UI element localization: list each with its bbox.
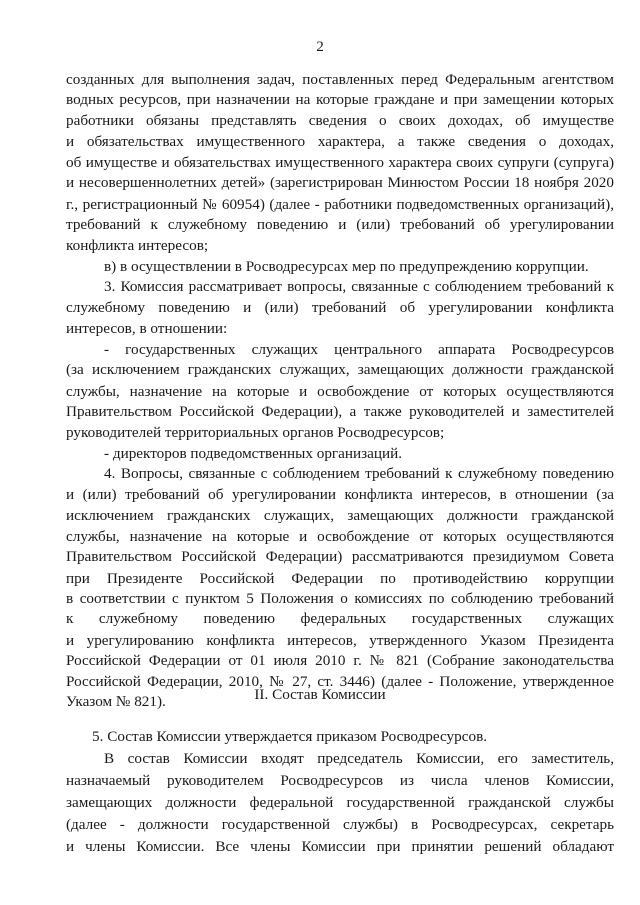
text-line: г., регистрационный № 60954) (далее - работники подведомственных организаций),	[66, 196, 614, 213]
text-line: к служебному поведению федеральных государственных служащих	[66, 610, 614, 627]
text-line: в соответствии с пунктом 5 Положения о комиссиях по соблюдению требований	[66, 590, 614, 607]
text-line: водных ресурсов, при назначении на которые граждане и при замещении которых	[66, 91, 614, 108]
text-line: Российской Федерации, 2010, № 27, ст. 3446) (далее - Положение, утвержденное	[66, 673, 614, 690]
text-line: требований к служебному поведению и (или) требований об урегулировании	[66, 216, 614, 233]
text-line: - директоров подведомственных организаций.	[104, 445, 403, 462]
text-line: 4. Вопросы, связанные с соблюдением требований к служебному поведению	[104, 465, 614, 482]
page-number: 2	[316, 38, 324, 55]
text-line: замещающих должности федеральной государственной гражданской службы	[66, 794, 614, 811]
text-line: Правительством Российской Федерации) рассматриваются президиумом Совета	[66, 548, 614, 565]
text-line: Указом № 821).	[66, 693, 166, 710]
text-line: служебному поведению и (или) требований об урегулировании конфликта	[66, 299, 614, 316]
text-line: и урегулированию конфликта интересов, утвержденного Указом Президента	[66, 632, 614, 649]
text-line: исключением гражданских служащих, замещающих должности гражданской	[66, 507, 614, 524]
text-line: Российской Федерации от 01 июля 2010 г. № 821 (Собрание законодательства	[66, 652, 614, 669]
text-line: службы, назначение на которые и освобождение от которых осуществляются	[66, 528, 614, 545]
text-line: 5. Состав Комиссии утверждается приказом Росводресурсов.	[92, 728, 488, 745]
text-line: - государственных служащих центрального аппарата Росводресурсов	[104, 341, 614, 358]
text-line: в) в осуществлении в Росводресурсах мер по предупреждению коррупции.	[104, 258, 589, 275]
section-heading: II. Состав Комиссии	[254, 686, 386, 703]
text-line: службы, назначение на которые и освобождение от которых осуществляются	[66, 383, 614, 400]
text-line: при Президенте Российской Федерации по противодействию коррупции	[66, 570, 614, 587]
text-line: (далее - должности государственной службы) в Росводресурсах, секретарь	[66, 816, 614, 833]
text-line: и обязательствах имущественного характера, а также сведения о доходах,	[66, 133, 614, 150]
text-line: назначаемый руководителем Росводресурсов из числа членов Комиссии,	[66, 772, 614, 789]
text-line: В состав Комиссии входят председатель Комиссии, его заместитель,	[104, 750, 614, 767]
text-line: Правительством Российской Федерации), а также руководителей и заместителей	[66, 403, 614, 420]
text-line: и (или) требований об урегулировании конфликта интересов, в отношении (за	[66, 486, 614, 503]
text-line: об имуществе и обязательствах имущественного характера своих супруги (супруга)	[66, 154, 614, 171]
text-line: интересов, в отношении:	[66, 320, 228, 337]
text-line: 3. Комиссия рассматривает вопросы, связанные с соблюдением требований к	[104, 278, 614, 295]
text-line: созданных для выполнения задач, поставленных перед Федеральным агентством	[66, 71, 614, 88]
text-line: (за исключением гражданских служащих, замещающих должности гражданской	[66, 361, 614, 378]
text-line: руководителей территориальных органов Росводресурсов;	[66, 424, 445, 441]
text-line: и несовершеннолетних детей» (зарегистрирован Минюстом России 18 ноября 2020	[66, 174, 614, 191]
text-line: работники обязаны представлять сведения о своих доходах, об имуществе	[66, 112, 614, 129]
text-line: конфликта интересов;	[66, 237, 209, 254]
text-line: и члены Комиссии. Все члены Комиссии при принятии решений обладают	[66, 838, 614, 855]
